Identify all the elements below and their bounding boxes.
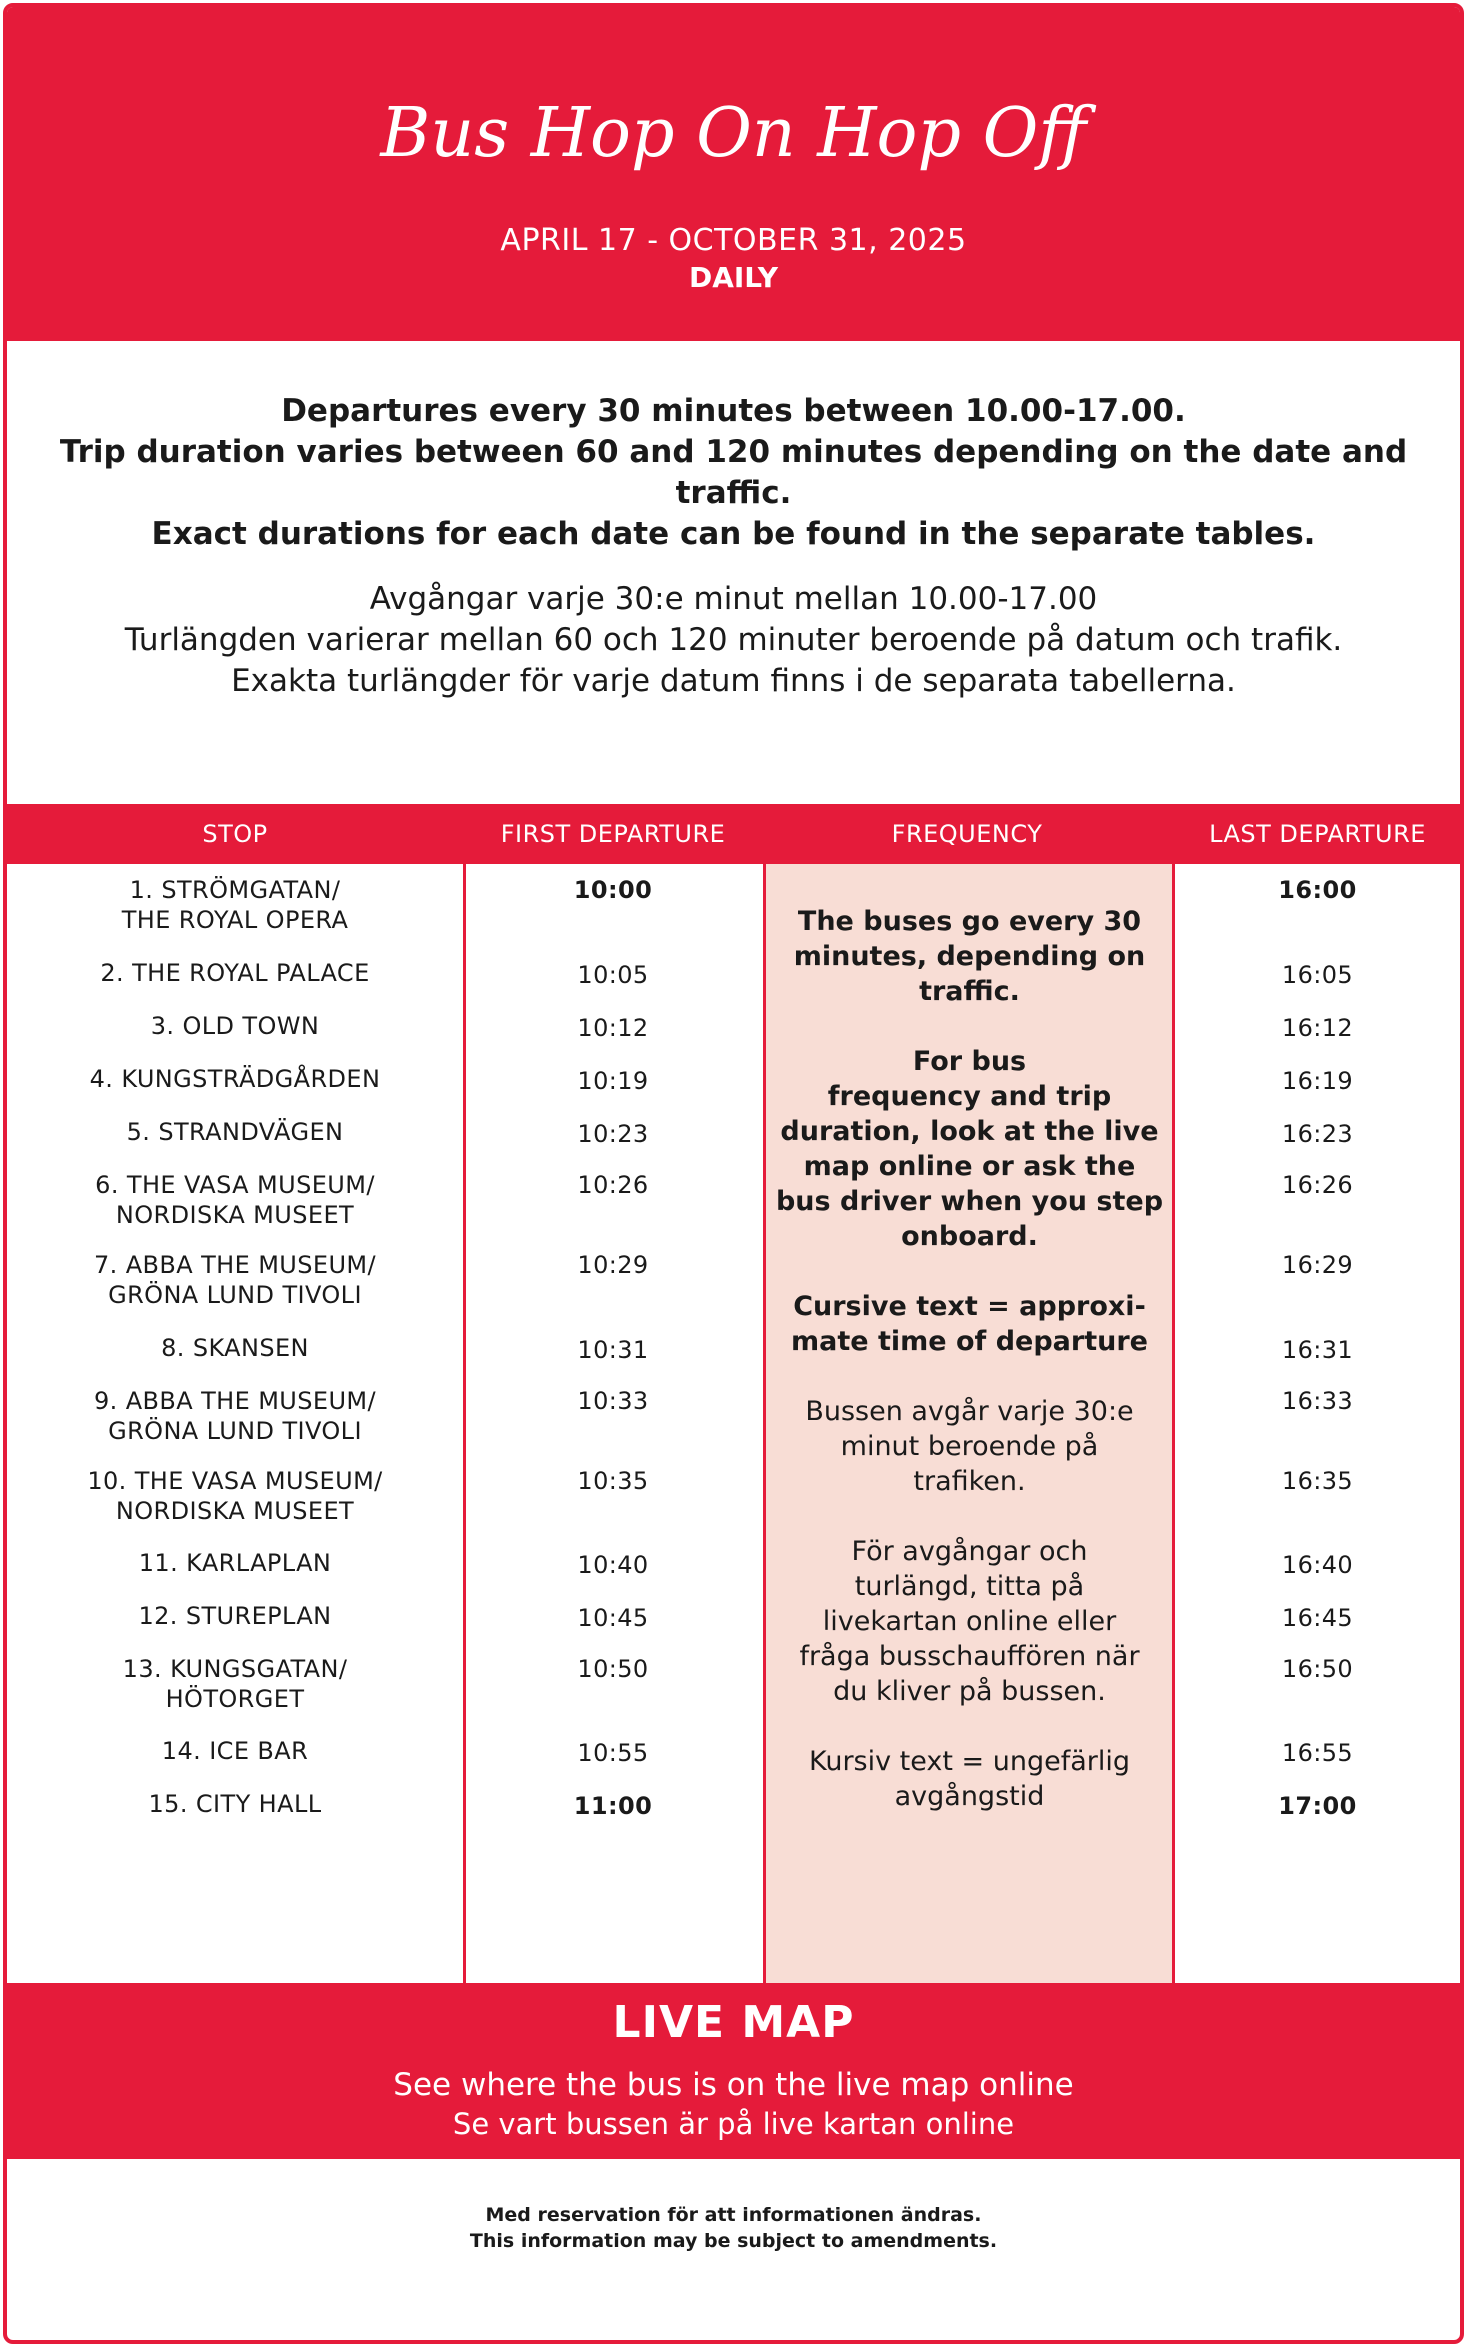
live-map-swedish: Se vart bussen är på live kartan online [452,2107,1015,2141]
first-departure-time: 10:31 [577,1336,649,1364]
season-dates: APRIL 17 - OCTOBER 31, 2025 [500,223,967,258]
first-departure-time: 10:33 [577,1387,649,1415]
stop-name [7,1170,463,1230]
stop-name-line: 1. STRÖMGATAN/ [129,876,341,904]
stop-name-line: 8. SKANSEN [161,1334,309,1362]
last-departure-time: 16:29 [1281,1251,1354,1279]
stop-name-line: 10. THE VASA MUSEUM/ [87,1467,383,1495]
stop-name-line: THE ROYAL OPERA [121,906,349,934]
freq-line: livekartan online eller [822,1606,1117,1637]
intro-text [7,391,1460,702]
disclaimer-english: This information may be subject to amendments. [469,2230,998,2252]
stop-name [7,1386,463,1446]
last-departure-time: 16:55 [1281,1739,1354,1767]
last-departure-time: 17:00 [1278,1792,1357,1820]
page-title: Bus Hop On Hop Off [380,94,1087,173]
stop-name [7,1117,463,1147]
freq-line: Cursive text = approxi- [793,1291,1146,1322]
freq-line: minutes, depending on [793,941,1146,972]
live-map-english: See where the bus is on the live map online [393,2067,1074,2103]
first-departure-time: 10:19 [577,1067,649,1095]
freq-line: onboard. [901,1221,1038,1252]
last-departure-time: 16:33 [1281,1387,1354,1415]
column-header-last-departure: LAST DEPARTURE [1209,820,1426,848]
first-departure-time: 10:35 [577,1467,649,1495]
first-departure-time: 10:26 [577,1171,649,1199]
stop-name-line: NORDISKA MUSEET [115,1497,355,1525]
stop-name-line: 9. ABBA THE MUSEUM/ [93,1387,377,1415]
stop-name-line: 12. STUREPLAN [138,1602,332,1630]
stop-name [7,958,463,988]
intro-swedish [7,579,1460,702]
last-departure-time: 16:19 [1281,1067,1354,1095]
stop-name [7,1601,463,1631]
intro-english [7,391,1460,555]
first-departure-time: 10:12 [577,1014,649,1042]
header-banner [7,7,1460,341]
live-map-banner [7,1983,1460,2159]
table-body [7,864,1460,1983]
stop-name [7,1250,463,1310]
stop-name-line: 4. KUNGSTRÄDGÅRDEN [89,1065,381,1093]
freq-line: fråga busschauffören när [799,1641,1140,1672]
stop-name-line: 5. STRANDVÄGEN [126,1118,344,1146]
first-departure-time: 10:00 [573,876,653,904]
last-departure-time: 16:50 [1281,1655,1354,1683]
stop-name-line: 11. KARLAPLAN [138,1549,332,1577]
live-map-title: LIVE MAP [612,1997,855,2048]
freq-line: bus driver when you step [775,1186,1164,1217]
stop-name [7,1064,463,1094]
last-departure-time: 16:45 [1281,1604,1354,1632]
freq-line: The buses go every 30 [797,906,1142,937]
freq-line: Bussen avgår varje 30:e [805,1396,1134,1427]
freq-line: map online or ask the [803,1151,1136,1182]
disclaimer [7,2202,1460,2254]
stop-name-line: 13. KUNGSGATAN/ [122,1655,348,1683]
freq-line: du kliver på bussen. [833,1676,1106,1707]
stop-name-line: 15. CITY HALL [148,1790,322,1818]
stop-name-line: 6. THE VASA MUSEUM/ [95,1171,375,1199]
intro-sv-line: Avgångar varje 30:e minut mellan 10.00-17.00 [369,581,1098,617]
column-header-first-departure: FIRST DEPARTURE [500,820,726,848]
stop-name-line: 2. THE ROYAL PALACE [100,959,370,987]
first-departure-time: 10:45 [577,1604,649,1632]
stop-name-line: 14. ICE BAR [161,1737,309,1765]
freq-line: Kursiv text = ungefärlig [808,1746,1131,1777]
first-departure-time: 10:05 [577,961,649,989]
freq-line: avgångstid [894,1781,1045,1812]
last-departure-time: 16:00 [1278,876,1357,904]
first-departure-time: 10:29 [577,1251,649,1279]
freq-line: trafiken. [913,1466,1026,1497]
freq-line: duration, look at the live [780,1116,1159,1147]
stop-name-line: 7. ABBA THE MUSEUM/ [93,1251,377,1279]
stop-name [7,1789,463,1819]
schedule-daily: DAILY [688,261,779,294]
intro-en-line: Trip duration varies between 60 and 120 minutes depending on the date and traffic. [59,434,1408,511]
frequency-note-swedish [766,1394,1173,1814]
freq-line: minut beroende på [840,1431,1099,1462]
stop-name [7,875,463,935]
table-header [7,804,1460,864]
stop-name-line: GRÖNA LUND TIVOLI [108,1417,362,1445]
last-departure-time: 16:26 [1281,1171,1354,1199]
stop-name-line: 3. OLD TOWN [150,1012,320,1040]
last-departure-time: 16:12 [1281,1014,1354,1042]
last-departure-time: 16:35 [1281,1467,1354,1495]
stop-name-line: GRÖNA LUND TIVOLI [108,1281,362,1309]
freq-line: För avgångar och [851,1536,1088,1567]
stop-name [7,1548,463,1578]
intro-en-line: Exact durations for each date can be found in the separate tables. [151,516,1316,552]
freq-line: turlängd, titta på [854,1571,1085,1602]
last-departure-time: 16:31 [1281,1336,1354,1364]
stop-name [7,1654,463,1714]
stop-name [7,1466,463,1526]
last-departure-time: 16:40 [1281,1551,1354,1579]
first-departure-time: 10:50 [577,1655,649,1683]
frequency-note [766,904,1173,1814]
stop-name [7,1333,463,1363]
intro-sv-line: Turlängden varierar mellan 60 och 120 minuter beroende på datum och trafik. [124,622,1343,658]
column-divider [463,864,466,1983]
stop-name-line: HÖTORGET [165,1685,305,1713]
column-header-stop: STOP [202,820,268,848]
freq-line: frequency and trip [827,1081,1112,1112]
last-departure-time: 16:23 [1281,1120,1354,1148]
freq-line: traffic. [919,976,1020,1007]
stop-name [7,1011,463,1041]
first-departure-time: 10:40 [577,1551,649,1579]
intro-en-line: Departures every 30 minutes between 10.00-17.00. [281,393,1186,429]
freq-line: For bus [912,1046,1027,1077]
frequency-note-english [766,904,1173,1359]
first-departure-time: 10:55 [577,1739,649,1767]
freq-line: mate time of departure [791,1326,1148,1357]
column-header-frequency: FREQUENCY [891,820,1043,848]
intro-sv-line: Exakta turlängder för varje datum finns i de separata tabellerna. [231,663,1236,699]
timetable-sheet [3,3,1464,2344]
stop-name-line: NORDISKA MUSEET [115,1201,355,1229]
disclaimer-swedish: Med reservation för att informationen ändras. [485,2204,982,2226]
first-departure-time: 11:00 [573,1792,653,1820]
stop-name [7,1736,463,1766]
first-departure-time: 10:23 [577,1120,649,1148]
last-departure-time: 16:05 [1281,961,1354,989]
